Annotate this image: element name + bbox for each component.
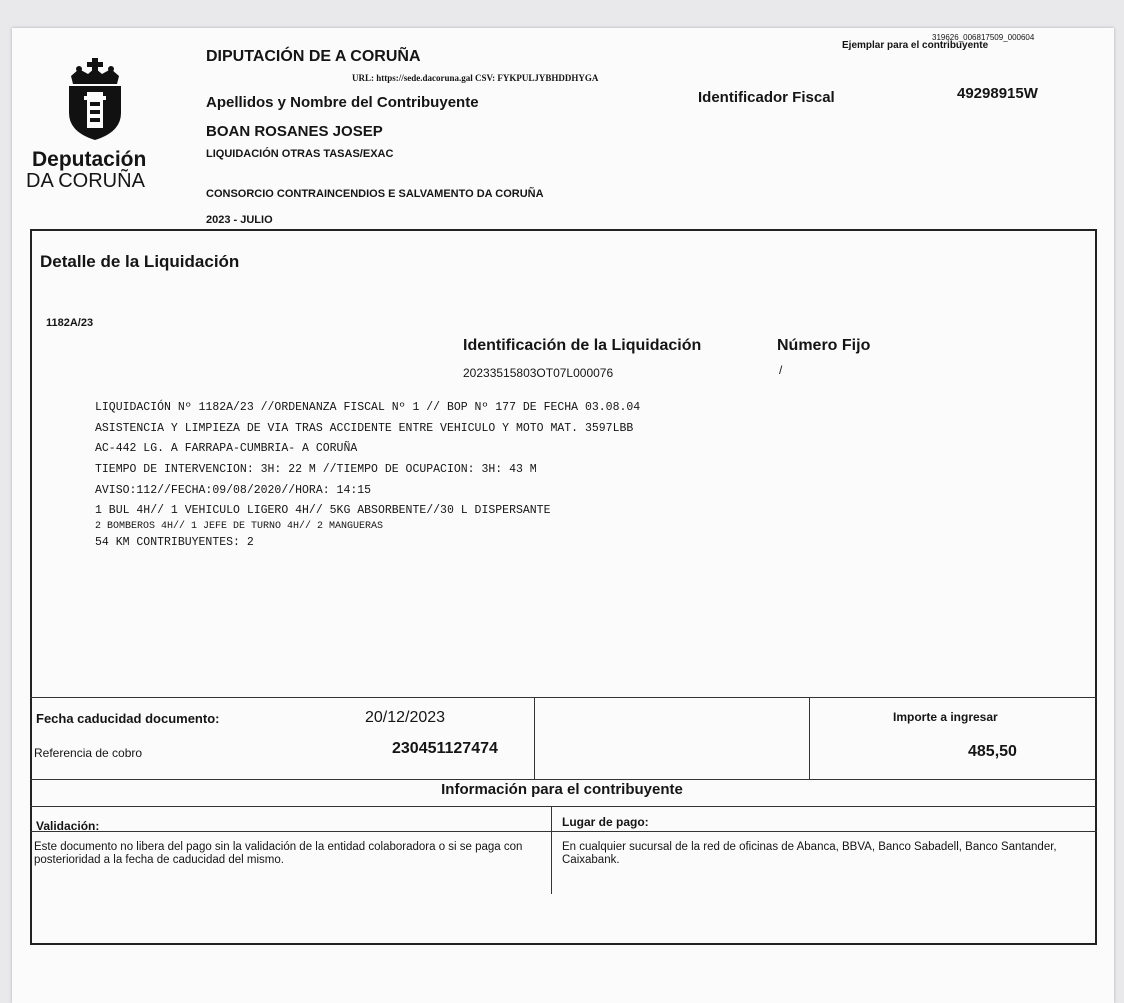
amount-value: 485,50 [968,743,1017,760]
taxpayer-info-title: Información para el contribuyente [441,781,683,798]
payment-reference-label: Referencia de cobro [34,746,143,760]
taxpayer-label: Apellidos y Nombre del Contribuyente [206,94,479,111]
description-line: 2 BOMBEROS 4H// 1 JEFE DE TURNO 4H// 2 MANGUERAS [95,520,384,532]
document-barcode-number: 319626_006817509_000604 [932,33,1035,42]
description-line: ASISTENCIA Y LIMPIEZA DE VIA TRAS ACCIDENTE ENTRE VEHICULO Y MOTO MAT. 3597LBB [95,421,634,435]
description-line: 54 KM CONTRIBUYENTES: 2 [95,535,254,549]
description-line: TIEMPO DE INTERVENCION: 3H: 22 M //TIEMPO DE OCUPACION: 3H: 43 M [95,463,537,477]
liquidation-id-label: Identificación de la Liquidación [463,337,702,354]
copy-label: Ejemplar para el contribuyente [842,40,989,51]
coat-of-arms-logo [55,58,135,143]
period: 2023 - JULIO [206,214,273,226]
validation-text: Este documento no libera del pago sin la validación de la entidad colaboradora o si se paga con posterioridad a la fecha de caducidad del mismo. [34,841,523,866]
payment-reference-value: 230451127474 [392,740,498,757]
expiry-date-value: 20/12/2023 [365,709,446,726]
taxpayer-name: BOAN ROSANES JOSEP [206,123,383,140]
liquidation-type: LIQUIDACIÓN OTRAS TASAS/EXAC [206,148,394,160]
organization-title: DIPUTACIÓN DE A CORUÑA [206,48,421,65]
divider [30,806,1097,807]
liquidation-id-value: 20233515803OT07L000076 [463,366,614,380]
divider [30,697,1097,698]
brand-name-line1: Deputación [32,148,147,171]
detail-title: Detalle de la Liquidación [40,252,240,271]
payment-place-text: En cualquier sucursal de la red de oficinas de Abanca, BBVA, Banco Sabadell, Banco Santander, Caixabank. [562,841,1057,866]
divider [809,697,810,779]
description-line: LIQUIDACIÓN Nº 1182A/23 //ORDENANZA FISCAL Nº 1 // BOP Nº 177 DE FECHA 03.08.04 [95,401,641,414]
brand-name-line2: DA CORUÑA [26,170,145,192]
description-line: AC-442 LG. A FARRAPA-CUMBRIA- A CORUÑA [95,442,358,456]
consortium-name: CONSORCIO CONTRAINCENDIOS E SALVAMENTO DA CORUÑA [206,188,544,200]
fiscal-id-label: Identificador Fiscal [698,89,835,106]
payment-place-label: Lugar de pago: [562,815,649,829]
divider [30,779,1097,780]
divider [551,806,552,894]
validation-label: Validación: [36,819,100,833]
description-line: 1 BUL 4H// 1 VEHICULO LIGERO 4H// 5KG ABSORBENTE//30 L DISPERSANTE [95,503,551,517]
fixed-number-label: Número Fijo [777,337,871,354]
divider [534,697,535,779]
liquidation-reference: 1182A/23 [46,317,94,329]
fiscal-id-value: 49298915W [957,85,1038,102]
description-line: AVISO:112//FECHA:09/08/2020//HORA: 14:15 [95,483,372,497]
fixed-number-value: / [779,363,783,377]
liquidation-description [95,398,640,552]
url-csv-line: URL: https://sede.dacoruna.gal CSV: FYKPULJYBHDDHYGA [352,73,599,83]
divider [30,831,1097,832]
amount-label: Importe a ingresar [893,710,998,724]
expiry-date-label: Fecha caducidad documento: [36,711,220,726]
